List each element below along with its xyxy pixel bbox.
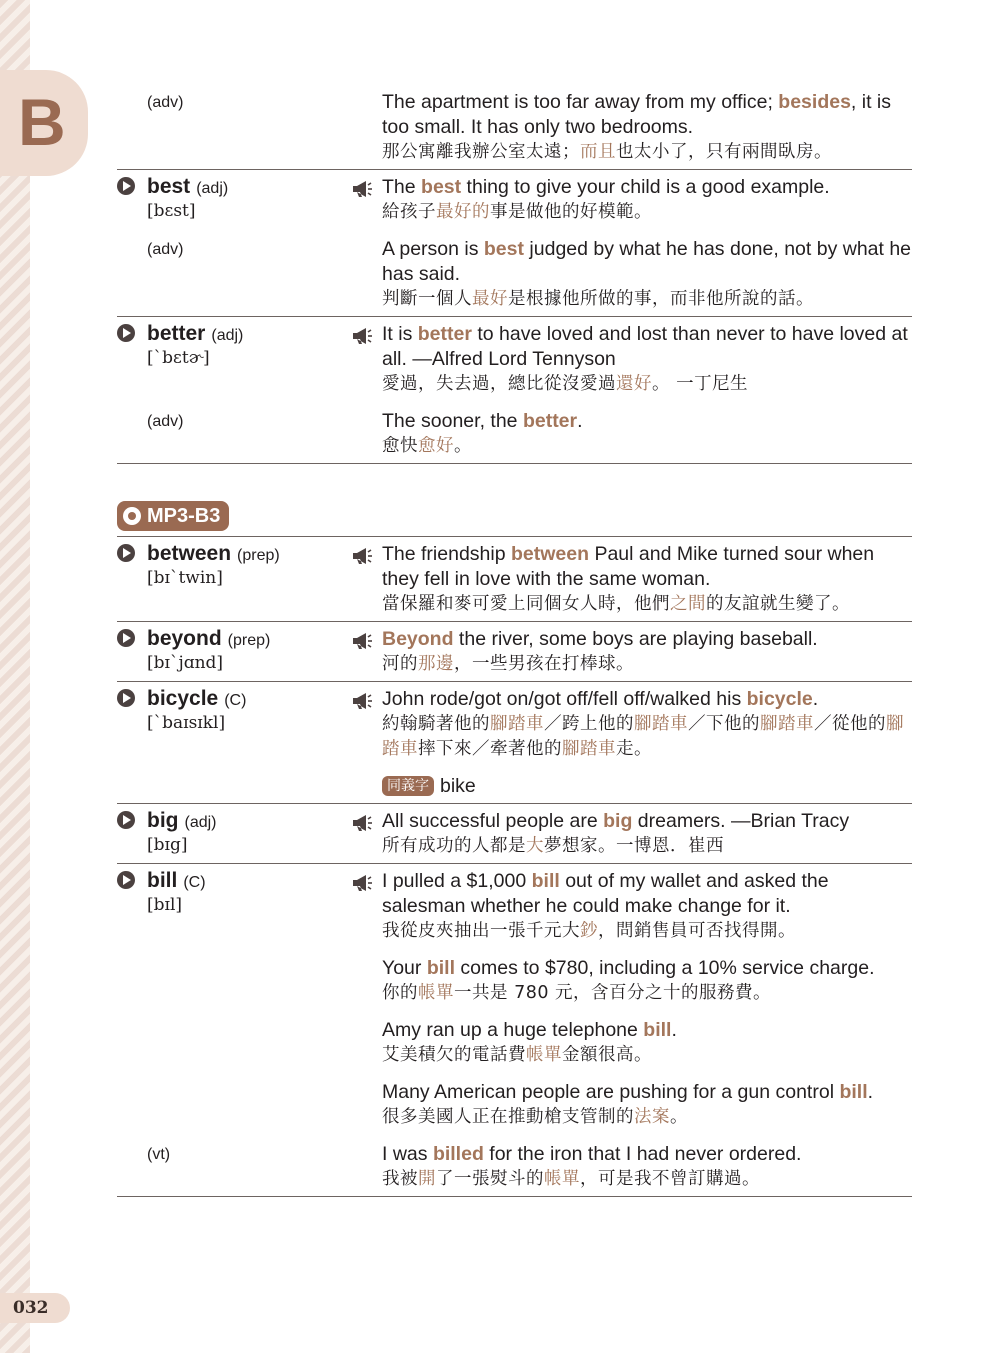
- text-segment: .: [867, 1081, 874, 1103]
- sense-row: [117, 90, 912, 165]
- section-letter: B: [18, 85, 66, 159]
- part-of-speech: (adj): [196, 180, 229, 197]
- text-segment: thing to give your child is a good example.: [461, 176, 830, 198]
- example-english: [382, 627, 912, 652]
- headword: [117, 809, 347, 833]
- text-segment: I pulled a $1,000: [382, 870, 532, 892]
- text-segment: 是根據他所做的事，而非他所說的話。: [508, 289, 814, 309]
- play-arrow-icon[interactable]: [117, 629, 135, 647]
- dictionary-entry: [117, 537, 912, 622]
- dictionary-entry: [117, 804, 912, 864]
- text-segment: comes to $780, including a 10% service charge.: [455, 957, 875, 979]
- text-segment: , it is too small. It has only two bedrooms.: [382, 91, 892, 138]
- example-english: [382, 687, 912, 712]
- mp3-section: [117, 464, 912, 537]
- highlighted-term: 法案: [634, 1107, 670, 1127]
- highlighted-term: billed: [432, 1143, 484, 1165]
- example: [382, 237, 912, 312]
- example-chinese: [382, 834, 912, 859]
- text-segment: for the iron that I had never ordered.: [483, 1143, 802, 1165]
- highlighted-term: between: [511, 543, 590, 565]
- example-english: [382, 869, 912, 919]
- text-segment: The: [382, 176, 422, 198]
- play-arrow-icon[interactable]: [117, 544, 135, 562]
- example: [382, 409, 912, 459]
- examples-column: [382, 542, 912, 617]
- example: [382, 1080, 912, 1130]
- example-english: [382, 175, 912, 200]
- highlighted-term: Beyond: [382, 628, 454, 650]
- text-segment: It is: [382, 323, 418, 345]
- audio-speaker-icon[interactable]: [351, 631, 373, 651]
- text-segment: 夢想家。一博恩．崔西: [544, 836, 724, 856]
- text-segment: 判斷一個人: [382, 289, 472, 309]
- example-english: [382, 1080, 912, 1105]
- highlighted-term: 開: [418, 1169, 436, 1189]
- synonym-word: bike: [440, 775, 476, 797]
- highlighted-term: bill: [839, 1081, 868, 1103]
- play-arrow-icon[interactable]: [117, 177, 135, 195]
- example: [382, 322, 912, 397]
- example-chinese: [382, 592, 912, 617]
- example-chinese: [382, 712, 912, 762]
- sense-row: [117, 687, 912, 762]
- highlighted-term: best: [421, 176, 462, 198]
- part-of-speech: (C): [183, 874, 206, 891]
- part-of-speech: (prep): [227, 632, 271, 649]
- text-segment: .: [577, 410, 583, 432]
- examples-column: [382, 809, 912, 859]
- highlighted-term: 腳踏車: [490, 714, 544, 734]
- sense-row: [117, 627, 912, 677]
- phonetic-transcription: [bɪg]: [147, 835, 188, 855]
- text-segment: the river, some boys are playing baseball.: [453, 628, 818, 650]
- part-of-speech: (adv): [147, 94, 184, 111]
- examples-column: [382, 175, 912, 225]
- example-chinese: [382, 140, 912, 165]
- text-segment: ／下他的: [688, 714, 760, 734]
- text-segment: John rode/got on/got off/fell off/walked his: [382, 688, 747, 710]
- headword-text: big: [147, 809, 179, 832]
- text-segment: 你的: [382, 983, 418, 1003]
- text-segment: 愈快: [382, 436, 418, 456]
- text-segment: 愛過，失去過，總比從沒愛過: [382, 374, 616, 394]
- text-segment: The sooner, the: [382, 410, 523, 432]
- example-chinese: [382, 919, 912, 944]
- headword-text: bicycle: [147, 687, 219, 710]
- example-english: [382, 409, 912, 434]
- highlighted-term: better: [417, 323, 472, 345]
- sense-row: [117, 869, 912, 1130]
- example-english: [382, 322, 912, 372]
- text-segment: to have loved and lost than never to have loved at all. —Alfred Lord Tennyson: [382, 323, 908, 370]
- part-of-speech: (adj): [184, 814, 217, 831]
- text-segment: 那公寓離我辦公室太遠；: [382, 142, 580, 162]
- text-segment: 的友誼就生變了。: [706, 594, 850, 614]
- dictionary-entry: [117, 682, 912, 804]
- highlighted-term: best: [483, 238, 524, 260]
- sense-row: [117, 322, 912, 397]
- example: [382, 1142, 912, 1192]
- highlighted-term: 之間: [670, 594, 706, 614]
- part-of-speech: (C): [224, 692, 247, 709]
- text-segment: .: [812, 688, 819, 710]
- phonetic-transcription: [ˋbaɪsɪkl]: [147, 713, 226, 733]
- text-segment: ／從他的: [814, 714, 886, 734]
- entry-left-column: [117, 774, 347, 799]
- example-english: [382, 809, 912, 834]
- highlighted-term: big: [603, 810, 633, 832]
- dictionary-entry: [117, 90, 912, 170]
- text-segment: A person is: [382, 238, 484, 260]
- phonetic-transcription: [bɪˋtwin]: [147, 568, 223, 588]
- text-segment: Many American people are pushing for a gun control: [382, 1081, 840, 1103]
- play-arrow-icon[interactable]: [117, 811, 135, 829]
- headword-text: bill: [147, 869, 178, 892]
- part-of-speech: (adj): [211, 327, 244, 344]
- example: [382, 869, 912, 944]
- sense-row: [117, 237, 912, 312]
- phonetic-transcription: [bɛst]: [147, 201, 196, 221]
- audio-speaker-icon[interactable]: [351, 813, 373, 833]
- highlighted-term: 還好: [616, 374, 652, 394]
- headword: [117, 322, 347, 346]
- text-segment: Amy ran up a huge telephone: [382, 1019, 644, 1041]
- sense-row: [117, 175, 912, 225]
- highlighted-term: 帳單: [526, 1045, 562, 1065]
- headword-text: better: [147, 322, 206, 345]
- decorative-side-stripe: [0, 0, 30, 1353]
- highlighted-term: better: [522, 410, 578, 432]
- audio-speaker-icon[interactable]: [351, 326, 373, 346]
- examples-column: [382, 237, 912, 312]
- phonetic-transcription: [bɪl]: [147, 895, 183, 915]
- example-chinese: [382, 372, 912, 397]
- highlighted-term: bicycle: [746, 688, 813, 710]
- dictionary-entry: [117, 170, 912, 317]
- highlighted-term: 帳單: [544, 1169, 580, 1189]
- text-segment: Paul and Mike turned sour when they fell in love with the same woman.: [382, 543, 875, 590]
- entry-left-column: [117, 409, 347, 459]
- example-english: [382, 90, 912, 140]
- example-chinese: [382, 200, 912, 225]
- text-segment: All successful people are: [382, 810, 604, 832]
- part-of-speech: (vt): [147, 1146, 171, 1163]
- disc-icon: [123, 507, 141, 525]
- text-segment: 很多美國人正在推動槍支管制的: [382, 1107, 634, 1127]
- text-segment: 也太小了，只有兩間臥房。: [616, 142, 832, 162]
- text-segment: The apartment is too far away from my office;: [382, 91, 779, 113]
- synonym-badge: 同義字: [382, 776, 434, 796]
- headword: [117, 869, 347, 893]
- text-segment: 了一張熨斗的: [436, 1169, 544, 1189]
- entry-left-column: [117, 175, 347, 225]
- example-english: [382, 542, 912, 592]
- example-english: [382, 1142, 912, 1167]
- text-segment: out of my wallet and asked the salesman whether he could make change for it.: [382, 870, 829, 917]
- part-of-speech: (adv): [147, 413, 184, 430]
- dictionary-entry: [117, 864, 912, 1197]
- text-segment: ，可是我不曾訂購過。: [580, 1169, 760, 1189]
- example-chinese: [382, 652, 912, 677]
- entry-left-column: [117, 322, 347, 397]
- highlighted-term: 腳踏車: [382, 714, 904, 759]
- text-segment: 所有成功的人都是: [382, 836, 526, 856]
- example-chinese: [382, 1043, 912, 1068]
- highlighted-term: besides: [778, 91, 851, 113]
- highlighted-term: 最好的: [436, 202, 490, 222]
- highlighted-term: bill: [531, 870, 560, 892]
- text-segment: dreamers. —Brian Tracy: [632, 810, 850, 832]
- example: [382, 687, 912, 762]
- example-chinese: [382, 434, 912, 459]
- dictionary-entry: [117, 622, 912, 682]
- entry-left-column: [117, 627, 347, 677]
- entry-left-column: [117, 687, 347, 762]
- part-of-speech: (prep): [237, 547, 280, 564]
- play-arrow-icon[interactable]: [117, 324, 135, 342]
- entry-left-column: [117, 542, 347, 617]
- text-segment: I was: [382, 1143, 433, 1165]
- example-chinese: [382, 1167, 912, 1192]
- dictionary-entries: [117, 90, 912, 1197]
- examples-column: [382, 869, 912, 1130]
- headword: [117, 627, 347, 651]
- text-segment: 事是做他的好模範。: [490, 202, 652, 222]
- audio-speaker-icon[interactable]: [351, 873, 373, 893]
- text-segment: 河的: [382, 654, 418, 674]
- headword-text: best: [147, 175, 191, 198]
- examples-column: [382, 687, 912, 762]
- example: [382, 956, 912, 1006]
- synonym: [382, 774, 912, 799]
- headword-text: beyond: [147, 627, 222, 650]
- text-segment: 當保羅和麥可愛上同個女人時，他們: [382, 594, 670, 614]
- text-segment: 。: [670, 1107, 688, 1127]
- phonetic-transcription: [bɪˋjɑnd]: [147, 653, 224, 673]
- examples-column: [382, 90, 912, 165]
- example: [382, 175, 912, 225]
- text-segment: Your: [382, 957, 427, 979]
- text-segment: 一共是 780 元，含百分之十的服務費。: [454, 983, 772, 1003]
- headword-text: between: [147, 542, 232, 565]
- sense-row: [117, 809, 912, 859]
- headword: [117, 687, 347, 711]
- example-chinese: [382, 981, 912, 1006]
- text-segment: 我被: [382, 1169, 418, 1189]
- example: [382, 1018, 912, 1068]
- mp3-track-label: MP3-B3: [147, 505, 221, 527]
- highlighted-term: 鈔: [580, 921, 598, 941]
- text-segment: 走。: [616, 739, 652, 759]
- text-segment: 。: [454, 436, 472, 456]
- examples-column: [382, 322, 912, 397]
- synonym-row: [117, 774, 912, 799]
- examples-column: [382, 409, 912, 459]
- highlighted-term: 帳單: [418, 983, 454, 1003]
- highlighted-term: 腳踏車: [634, 714, 688, 734]
- highlighted-term: 那邊: [418, 654, 454, 674]
- highlighted-term: 愈好: [418, 436, 454, 456]
- text-segment: ，問銷售員可否找得開。: [598, 921, 796, 941]
- examples-column: [382, 627, 912, 677]
- highlighted-term: 大: [526, 836, 544, 856]
- example-english: [382, 956, 912, 981]
- text-segment: 。 一丁尼生: [652, 374, 749, 394]
- headword: [117, 175, 347, 199]
- sense-row: [117, 409, 912, 459]
- example: [382, 809, 912, 859]
- part-of-speech: (adv): [147, 241, 184, 258]
- audio-speaker-icon[interactable]: [351, 179, 373, 199]
- highlighted-term: 腳踏車: [760, 714, 814, 734]
- text-segment: 金額很高。: [562, 1045, 652, 1065]
- audio-speaker-icon[interactable]: [351, 691, 373, 711]
- text-segment: ，一些男孩在打棒球。: [454, 654, 634, 674]
- text-segment: 艾美積欠的電話費: [382, 1045, 526, 1065]
- phonetic-transcription: [ˋbɛtɚ]: [147, 348, 210, 368]
- text-segment: 給孩子: [382, 202, 436, 222]
- highlighted-term: bill: [426, 957, 455, 979]
- sense-row: [117, 1142, 912, 1192]
- example: [382, 542, 912, 617]
- examples-column: [382, 1142, 912, 1192]
- entry-left-column: [117, 1142, 347, 1192]
- highlighted-term: bill: [643, 1019, 672, 1041]
- page-number: 032: [13, 1298, 49, 1318]
- text-segment: 摔下來／牽著他的: [418, 739, 562, 759]
- entry-left-column: [117, 809, 347, 859]
- highlighted-term: 最好: [472, 289, 508, 309]
- dictionary-entry: [117, 317, 912, 464]
- text-segment: ／跨上他的: [544, 714, 634, 734]
- example-english: [382, 237, 912, 287]
- audio-speaker-icon[interactable]: [351, 546, 373, 566]
- play-arrow-icon[interactable]: [117, 871, 135, 889]
- highlighted-term: 而且: [580, 142, 616, 162]
- text-segment: The friendship: [382, 543, 511, 565]
- entry-left-column: [117, 237, 347, 312]
- entry-left-column: [117, 90, 347, 165]
- text-segment: .: [671, 1019, 677, 1041]
- sense-row: [117, 542, 912, 617]
- example-chinese: [382, 287, 912, 312]
- text-segment: 我從皮夾抽出一張千元大: [382, 921, 580, 941]
- text-segment: judged by what he has done, not by what he has said.: [382, 238, 912, 285]
- headword: [117, 542, 347, 566]
- example-chinese: [382, 1105, 912, 1130]
- example: [382, 627, 912, 677]
- example-english: [382, 1018, 912, 1043]
- example: [382, 90, 912, 165]
- mp3-track-badge[interactable]: [117, 501, 229, 531]
- entry-left-column: [117, 869, 347, 1130]
- play-arrow-icon[interactable]: [117, 689, 135, 707]
- highlighted-term: 腳踏車: [562, 739, 616, 759]
- text-segment: 約翰騎著他的: [382, 714, 490, 734]
